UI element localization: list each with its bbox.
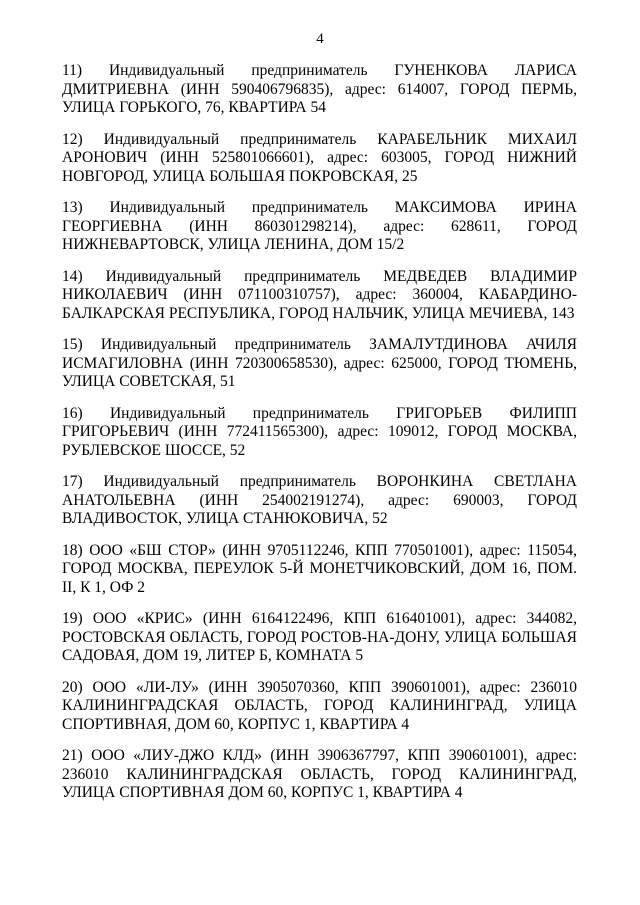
list-item: 12) Индивидуальный предприниматель КАРАБЕЛЬНИК МИХАИЛ АРОНОВИЧ (ИНН 525801066601), адрес: 603005, ГОРОД НИЖНИЙ НОВГОРОД, УЛИЦА БОЛЬШАЯ ПОКРОВСКАЯ, 25 [62,130,577,185]
list-item: 15) Индивидуальный предприниматель ЗАМАЛУТДИНОВА АЧИЛЯ ИСМАГИЛОВНА (ИНН 720300658530), адрес: 625000, ГОРОД ТЮМЕНЬ, УЛИЦА СОВЕТСКАЯ, 51 [62,336,577,390]
entry-list [62,62,577,816]
list-item: 19) ООО «КРИС» (ИНН 6164122496, КПП 616401001), адрес: 344082, РОСТОВСКАЯ ОБЛАСТЬ, ГОРОД РОСТОВ-НА-ДОНУ, УЛИЦА БОЛЬШАЯ САДОВАЯ, ДОМ 19, ЛИТЕР Б, КОМНАТА 5 [62,610,577,664]
list-item: 17) Индивидуальный предприниматель ВОРОНКИНА СВЕТЛАНА АНАТОЛЬЕВНА (ИНН 254002191274), адрес: 690003, ГОРОД ВЛАДИВОСТОК, УЛИЦА СТАНЮКОВИЧА, 52 [62,473,577,527]
list-item: 11) Индивидуальный предприниматель ГУНЕНКОВА ЛАРИСА ДМИТРИЕВНА (ИНН 590406796835), адрес: 614007, ГОРОД ПЕРМЬ, УЛИЦА ГОРЬКОГО, 76, КВАРТИРА 54 [62,62,577,116]
list-item: 14) Индивидуальный предприниматель МЕДВЕДЕВ ВЛАДИМИР НИКОЛАЕВИЧ (ИНН 071100310757), адрес: 360004, КАБАРДИНО-БАЛКАРСКАЯ РЕСПУБЛИКА, ГОРОД НАЛЬЧИК, УЛИЦА МЕЧИЕВА, 143 [62,267,577,322]
list-item: 20) ООО «ЛИ-ЛУ» (ИНН 3905070360, КПП 390601001), адрес: 236010 КАЛИНИНГРАДСКАЯ ОБЛАСТЬ, ГОРОД КАЛИНИНГРАД, УЛИЦА СПОРТИВНАЯ, ДОМ 60, КОРПУС 1, КВАРТИРА 4 [62,678,577,733]
list-item: 13) Индивидуальный предприниматель МАКСИМОВА ИРИНА ГЕОРГИЕВНА (ИНН 860301298214), адрес: 628611, ГОРОД НИЖНЕВАРТОВСК, УЛИЦА ЛЕНИНА, ДОМ 15/2 [62,199,577,253]
list-item: 21) ООО «ЛИУ-ДЖО КЛД» (ИНН 3906367797, КПП 390601001), адрес: 236010 КАЛИНИНГРАДСКАЯ ОБЛАСТЬ, ГОРОД КАЛИНИНГРАД, УЛИЦА СПОРТИВНАЯ ДОМ 60, КОРПУС 1, КВАРТИРА 4 [62,747,577,801]
page-number: 4 [316,31,324,47]
list-item: 18) ООО «БШ СТОР» (ИНН 9705112246, КПП 770501001), адрес: 115054, ГОРОД МОСКВА, ПЕРЕУЛОК 5-Й МОНЕТЧИКОВСКИЙ, ДОМ 16, ПОМ. II, К 1, ОФ 2 [62,541,577,596]
list-item: 16) Индивидуальный предприниматель ГРИГОРЬЕВ ФИЛИПП ГРИГОРЬЕВИЧ (ИНН 772411565300), адрес: 109012, ГОРОД МОСКВА, РУБЛЕВСКОЕ ШОССЕ, 52 [62,404,577,459]
